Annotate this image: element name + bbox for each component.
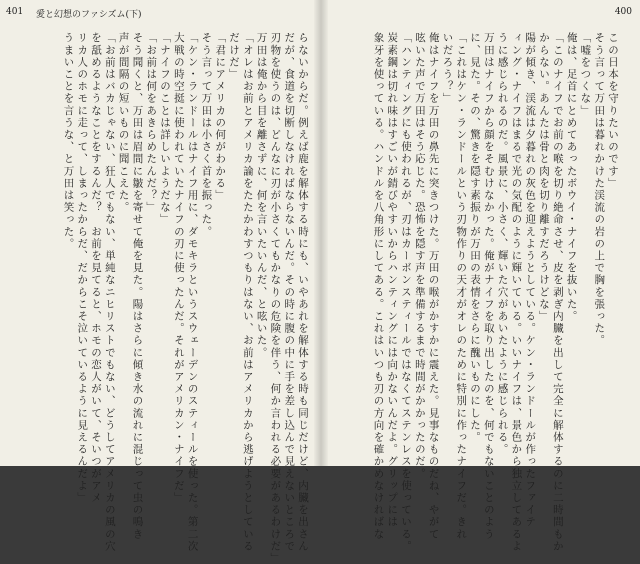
text-line: 「ハンティングにも使われるが、刃はカーボンスティールではなくてステンレスを使っている。	[400, 32, 413, 553]
text-line: 陽が傾き、渓流は夕暮れの灰色を迎えようとしている。ケン・ランドールが作ったファイテ	[524, 32, 537, 529]
text-line: ィング・ナイフはまるで光の気配のように輝いている。いいナイフは、景色から独立してあるよ	[510, 32, 523, 553]
text-line: この日本を守りたいのです」	[607, 32, 619, 190]
text-line: 刃物を使うのは、どんなに刃が小さくてもかなりの危険を伴う、何か言われる必要があるわけだ」	[269, 32, 282, 564]
text-line: うまいことを言うな、と万田は笑った。	[62, 32, 75, 250]
text-line: 「君にアメリカの何がわかる」	[214, 32, 227, 202]
text-line: いだろう？」	[441, 32, 454, 105]
text-line: 象牙を使っている。ハンドルを八角形にしてある。これはいつも刃の方向を確かめなければな	[372, 32, 385, 541]
text-line: に、見た。その、驚きを隠す素振りが万田の表情をさらに醜いものにした。	[469, 32, 482, 444]
text-line: うに感じられるのだ。風景に、小さく、輝いた穴があいたように感じられる。	[496, 32, 509, 456]
text-line: 俺は、足首にとめてあったボウイ・ナイフを抜いた。	[565, 32, 578, 323]
text-line: そう聞くと、万田は眉間に皺を寄せて俺を見た。陽はさらに傾き水の流れに混じって虫の鳴き	[131, 32, 144, 541]
text-line: 「このナイフでお前の喉を切り絶命させ、皮を剥ぎ内臓を出して完全に解体するのに二時間もか	[551, 32, 564, 553]
text-line: そう言って万田は暮れかけた渓流の岩の上で胸を張った。	[593, 32, 606, 347]
text-line: 「お前はバカじゃない、狂人でもない、単純なニヒリストでもない、どうしてアメリカの風の穴	[103, 32, 116, 553]
text-line: 炭素鋼は切れ味はすごいが錆びやすいからハンティングには向かないんだよ。グリップには	[386, 32, 399, 529]
text-line: 万田は俺から目を離さずに、何を言いたいんだ、と呟いた。	[255, 32, 268, 359]
right-page	[326, 0, 640, 553]
text-line: 「嘘をつくな」	[579, 32, 592, 117]
text-line: を舐めるようなことをするんだ？ お前を見てると、ホモの恋人がいて、そいつがアメ	[90, 32, 103, 504]
text-line: 俺はナイフを万田の鼻先に突きつけた。万田の喉がかすかに震えた。見事なものだね、やがて	[427, 32, 440, 541]
running-title: 愛と幻想のファシズム(下)	[36, 10, 142, 20]
text-line: リカ人のホモに走って、しまったからだ、だからこそ泣いているように見えるんだよ」	[76, 32, 89, 504]
text-line: 大戦の時空挺に使われていたナイフの刃に使ったんだ。それがアメリカン・ナイフだ」	[172, 32, 185, 504]
text-line: らないからだ。例えば鹿を解体する時にも、いやあれを解体する時も同じだけど、内臓を出さん	[297, 32, 309, 553]
text-line: 「オレはお前とアメリカ論をたたかわすつもりはない、お前はアメリカから逃げようとしている	[241, 32, 254, 553]
text-line: からない。あんたは骨と肉を切り離すだろうけどな」	[538, 32, 551, 323]
text-line: 「ケン・ランドールはナイフ用に、ダモキラというスウェーデンのスティールを使った。第二次	[186, 32, 199, 553]
left-text-columns	[62, 32, 309, 564]
left-page	[0, 0, 318, 564]
left-page-number: 401	[6, 7, 24, 17]
text-line: 声が間隔の短いものに聞こえた。	[117, 32, 130, 214]
right-text-columns	[372, 32, 619, 553]
text-line: だけだ」	[228, 32, 241, 81]
text-line: 「これはケン・ランドールという刃物作りの天才がオレのために特別に作ったナイフだ。きれ	[455, 32, 468, 541]
text-line: 呟いた声で万田はそう応じた。恐怖を隠す声を準備するまで時間がかかったのだ。	[413, 32, 426, 480]
text-line: 「お前は何をあきらめたんだ？」	[145, 32, 158, 214]
text-line: そう言って万田は小さく首を振った。	[200, 32, 213, 238]
right-page-number: 400	[614, 7, 632, 17]
text-line: 「ナイフのことは詳しいようだな」	[159, 32, 172, 226]
text-line: だが、食道を切断しなければならないんだ。その時に腹の中に手を差し込んで見えないところで	[283, 32, 296, 553]
text-line: 万田はナイフから顔をそむけなかった。俺がナイフを取り出したのを、何でもないことのよう	[482, 32, 495, 541]
